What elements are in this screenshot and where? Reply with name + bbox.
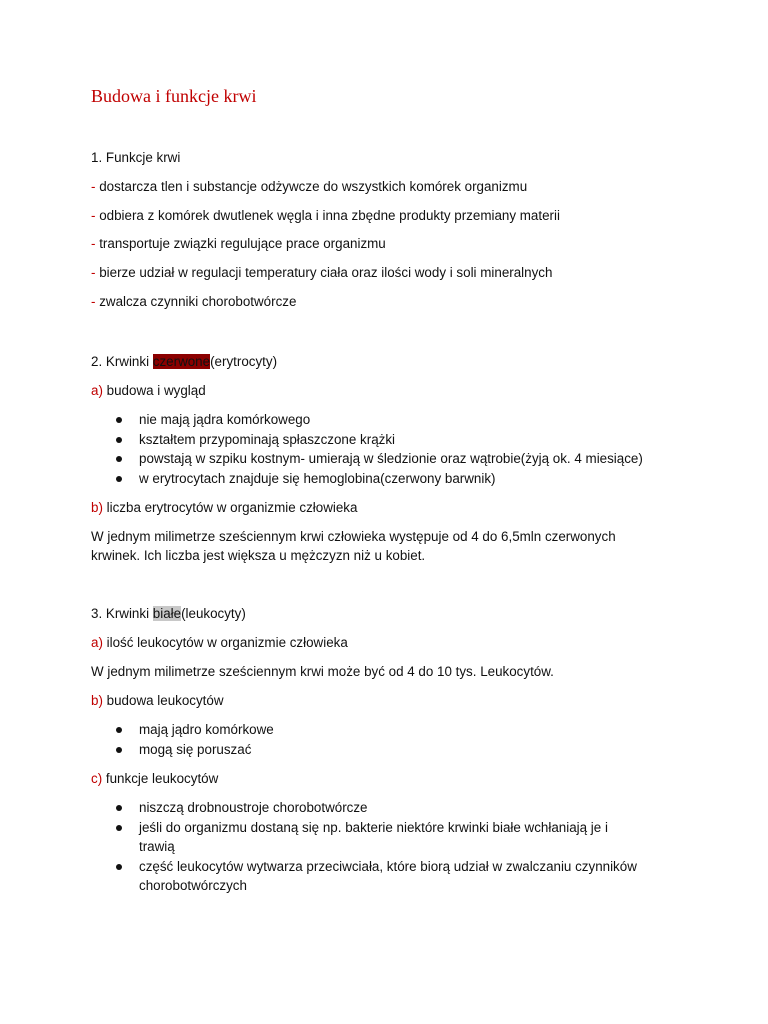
document-title: Budowa i funkcje krwi <box>91 86 257 106</box>
subsection-label: a) <box>91 383 103 398</box>
subsection-text: budowa leukocytów <box>106 693 224 708</box>
subsection-label: b) <box>91 500 103 515</box>
list-item-text: powstają w szpiku kostnym- umierają w śledzionie oraz wątrobie(żyją ok. 4 miesiące) <box>139 451 643 467</box>
list-item <box>0 720 274 740</box>
heading-prefix: 2. Krwinki <box>91 354 153 369</box>
subsection-b-heading <box>91 499 357 517</box>
function-item-text: zwalcza czynniki chorobotwórcze <box>99 294 297 309</box>
paragraph-line: krwinek. Ich liczba jest większa u mężczyzn niż u kobiet. <box>91 548 426 563</box>
bullet-list <box>0 410 643 488</box>
list-item <box>0 430 643 450</box>
bullet-icon <box>116 456 122 462</box>
bullet-list <box>0 720 274 759</box>
function-item <box>91 178 527 196</box>
subsection-label: b) <box>91 693 103 708</box>
highlighted-word: czerwone <box>152 354 211 369</box>
dash-marker: - <box>91 294 96 309</box>
function-item-text: dostarcza tlen i substancje odżywcze do wszystkich komórek organizmu <box>99 179 528 194</box>
section-2-heading <box>91 353 277 371</box>
bullet-icon <box>116 476 122 482</box>
heading-suffix: (erytrocyty) <box>210 354 278 369</box>
subsection-label: a) <box>91 635 103 650</box>
subsection-text: budowa i wygląd <box>106 383 206 398</box>
subsection-text: funkcje leukocytów <box>105 771 219 786</box>
list-item <box>0 818 637 838</box>
bullet-icon <box>116 747 122 753</box>
bullet-icon <box>116 805 122 811</box>
list-item-text: nie mają jądra komórkowego <box>139 412 311 427</box>
dash-marker: - <box>91 208 96 223</box>
subsection-label: c) <box>91 771 103 786</box>
bullet-list <box>0 798 637 896</box>
dash-marker: - <box>91 236 96 251</box>
list-item-continuation <box>0 876 637 896</box>
subsection-c-heading <box>91 770 218 788</box>
list-item-text: trawią <box>139 839 175 855</box>
dash-marker: - <box>91 265 96 280</box>
list-item-text: mają jądro komórkowe <box>139 722 274 737</box>
section-3-heading <box>91 605 246 623</box>
heading-prefix: 3. Krwinki <box>91 606 153 621</box>
subsection-text: ilość leukocytów w organizmie człowieka <box>106 635 348 650</box>
subsection-a-heading <box>91 634 348 652</box>
list-item <box>0 469 643 489</box>
list-item-text: mogą się poruszać <box>139 741 252 757</box>
highlighted-word: białe <box>152 606 182 621</box>
section-1-heading: 1. Funkcje krwi <box>91 150 181 165</box>
function-item-text: bierze udział w regulacji temperatury ciała oraz ilości wody i soli mineralnych <box>99 265 553 280</box>
bullet-icon <box>116 825 122 831</box>
dash-marker: - <box>91 179 96 194</box>
list-item <box>0 740 274 760</box>
list-item <box>0 449 643 469</box>
list-item <box>0 410 643 430</box>
function-item <box>91 264 552 282</box>
list-item-text: chorobotwórczych <box>139 878 247 894</box>
list-item <box>0 798 637 818</box>
list-item-continuation <box>0 837 637 857</box>
paragraph-line: W jednym milimetrze sześciennym krwi człowieka występuje od 4 do 6,5mln czerwonych <box>91 529 616 544</box>
list-item-text: niszczą drobnoustroje chorobotwórcze <box>139 800 368 815</box>
function-item <box>91 293 296 311</box>
heading-suffix: (leukocyty) <box>181 606 246 621</box>
bullet-icon <box>116 417 122 423</box>
list-item-text: w erytrocytach znajduje się hemoglobina(czerwony barwnik) <box>139 470 496 486</box>
bullet-icon <box>116 864 122 870</box>
list-item-text: część leukocytów wytwarza przeciwciała, które biorą udział w zwalczaniu czynników <box>139 858 637 874</box>
list-item-text: kształtem przypominają spłaszczone krążki <box>139 431 396 447</box>
function-item <box>91 235 386 253</box>
function-item <box>91 207 560 225</box>
paragraph-line: W jednym milimetrze sześciennym krwi może być od 4 do 10 tys. Leukocytów. <box>91 664 554 679</box>
subsection-b-heading <box>91 692 224 710</box>
function-item-text: transportuje związki regulujące prace organizmu <box>99 236 386 251</box>
bullet-icon <box>116 437 122 443</box>
list-item-text: jeśli do organizmu dostaną się np. bakterie niektóre krwinki białe wchłaniają je i <box>139 819 608 835</box>
list-item <box>0 857 637 877</box>
subsection-text: liczba erytrocytów w organizmie człowieka <box>106 500 358 515</box>
bullet-icon <box>116 727 122 733</box>
function-item-text: odbiera z komórek dwutlenek węgla i inna zbędne produkty przemiany materii <box>99 208 560 223</box>
subsection-a-heading <box>91 382 206 400</box>
